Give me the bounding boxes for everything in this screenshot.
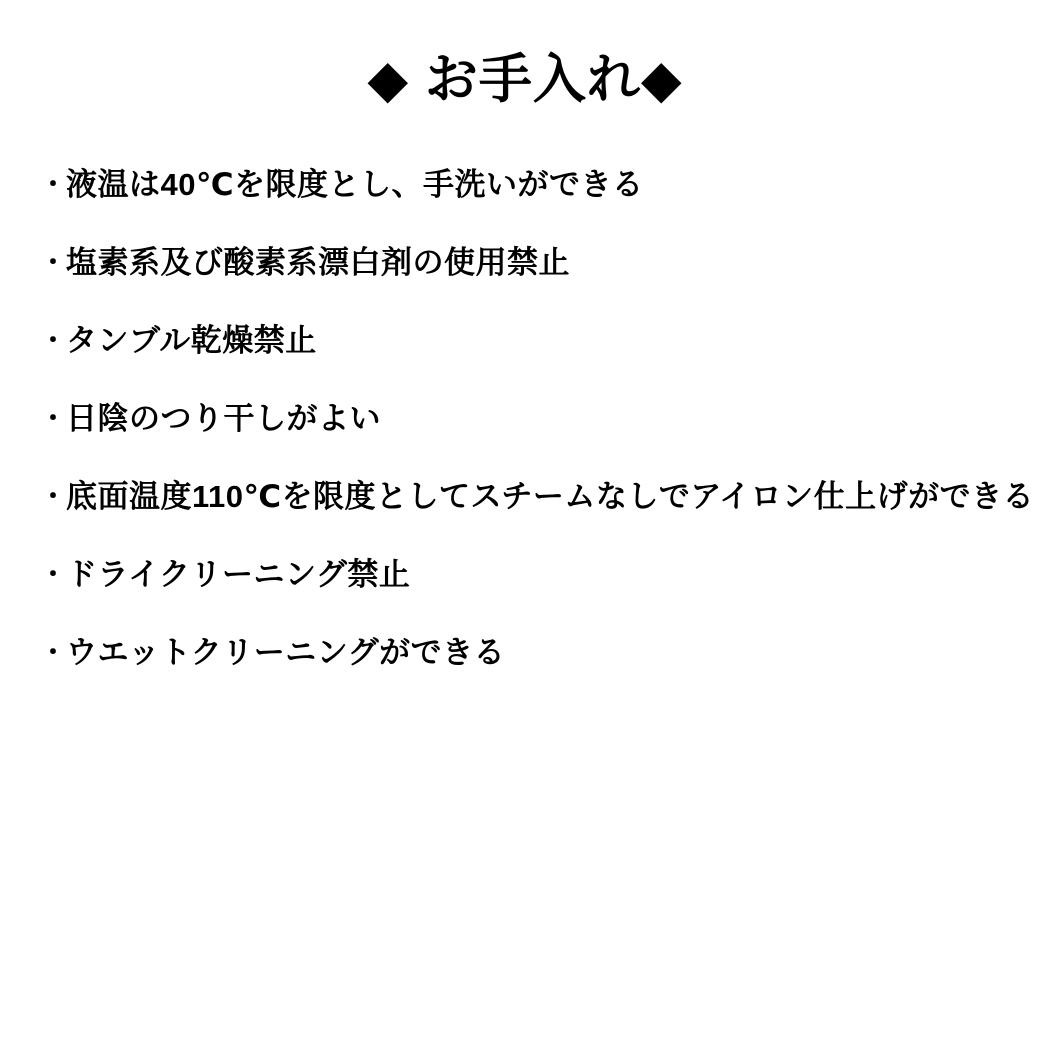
bullet-marker: ・ <box>40 246 67 277</box>
bullet-marker: ・ <box>40 168 67 199</box>
list-item <box>40 478 1040 515</box>
bullet-marker: ・ <box>40 636 67 667</box>
care-item-text: タンブル乾燥禁止 <box>66 322 317 358</box>
page-title: ◆ お手入れ◆ <box>367 50 683 109</box>
bullet-marker: ・ <box>40 324 67 355</box>
list-item <box>40 556 1040 593</box>
list-item <box>40 400 1040 437</box>
care-item-text: 日陰のつり干しがよい <box>66 400 381 436</box>
care-item-text: 塩素系及び酸素系漂白剤の使用禁止 <box>66 244 570 280</box>
care-item-text: ウエットクリーニングができる <box>66 634 506 670</box>
care-item-text: 底面温度110℃を限度としてスチームなしでアイロン仕上げができる <box>66 478 1035 514</box>
list-item <box>40 244 1040 281</box>
care-item-text: ドライクリーニング禁止 <box>66 556 411 592</box>
care-item-text: 液温は40℃を限度とし、手洗いができる <box>66 166 644 202</box>
list-item <box>40 322 1040 359</box>
bullet-marker: ・ <box>40 480 67 511</box>
list-item <box>40 166 1040 203</box>
care-instructions-list <box>0 166 1050 671</box>
list-item <box>40 634 1040 671</box>
bullet-marker: ・ <box>40 402 67 433</box>
bullet-marker: ・ <box>40 558 67 589</box>
